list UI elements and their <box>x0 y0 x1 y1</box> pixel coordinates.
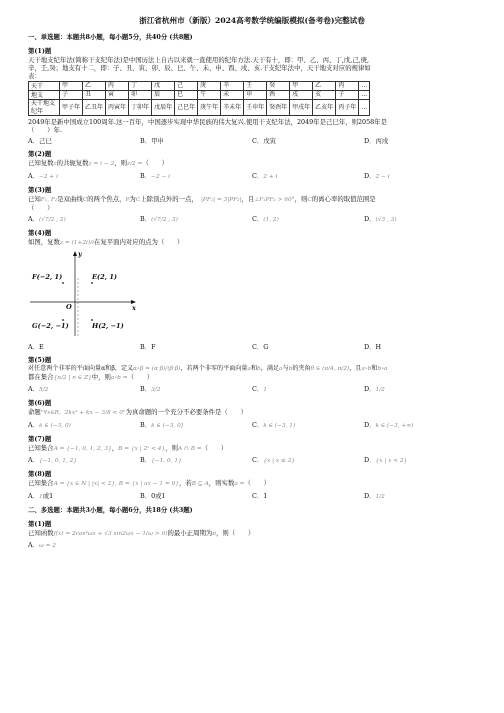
ganzhi-table <box>28 81 370 116</box>
option-label: C． <box>252 171 264 180</box>
table-cell: 亥 <box>313 91 336 100</box>
question-6 <box>28 399 476 429</box>
text: 的两个焦点， <box>87 194 126 203</box>
option-b[interactable]: B．0或1 <box>140 491 166 500</box>
table-cell: 丙寅年 <box>106 100 129 116</box>
math: α∘β = (α·β)/(β·β) <box>133 365 181 372</box>
text: 是双曲线 <box>57 194 83 203</box>
table-cell: 巳 <box>175 91 198 100</box>
question-text <box>28 529 476 538</box>
table-cell: 丙子年 <box>336 100 359 116</box>
option-label: D． <box>364 215 376 224</box>
option-c[interactable] <box>252 172 364 181</box>
math: a∘b = <box>110 374 128 381</box>
question-2 <box>28 150 476 180</box>
question-number: 第(2)题 <box>28 150 52 159</box>
option-c[interactable]: C．G <box>252 342 269 351</box>
math: 3/2 <box>151 387 161 394</box>
option-label: B． <box>140 420 152 429</box>
option-c[interactable] <box>252 215 364 224</box>
option-label: A． <box>28 171 40 180</box>
math: (√7/2 , 3) <box>151 217 178 224</box>
question-text: （ ）年. <box>28 126 62 135</box>
table-cell: … <box>359 91 370 100</box>
math: k ∈ (−3, 1) <box>263 422 296 429</box>
table-row <box>29 82 370 91</box>
question-number: 第(8)题 <box>28 470 52 479</box>
option-d[interactable] <box>364 456 476 465</box>
math: π <box>212 530 217 537</box>
option-label: C． <box>252 456 264 465</box>
math: {n/2 | n ∈ Z} <box>53 374 92 381</box>
question-number: 第(1)题 <box>28 47 52 56</box>
option-b[interactable] <box>140 385 252 394</box>
text: 上除顶点外的一点， <box>140 194 195 203</box>
option-b[interactable] <box>140 421 252 430</box>
option-a[interactable] <box>28 215 140 224</box>
options <box>28 385 476 394</box>
text: ，若 <box>179 479 192 488</box>
table-cell: 戊 <box>152 82 175 91</box>
math: 1 <box>263 387 267 394</box>
math: "∀x∈R，2kx² + kx − 3/8 < 0" <box>40 410 126 417</box>
math: ∠F₁PF₂ > 60° <box>254 196 295 203</box>
table-row <box>29 91 370 100</box>
question-text <box>28 444 476 453</box>
text: ，则 <box>114 159 128 168</box>
option-label: A． <box>28 456 40 465</box>
math: (1, 2) <box>263 217 279 224</box>
text: 和 <box>250 364 258 372</box>
point-h-label: H(2, −1) <box>92 321 124 330</box>
table-cell: 申 <box>244 91 267 100</box>
option-c[interactable]: C．1 <box>252 491 268 500</box>
text: 已知函数 <box>28 528 54 537</box>
math: −2 + i <box>39 173 58 180</box>
option-a[interactable] <box>28 541 140 550</box>
text: 中，则 <box>91 372 111 381</box>
table-cell: 辛 <box>221 82 244 91</box>
question-text: （ ） <box>28 204 54 213</box>
question-5 <box>28 356 476 395</box>
option-label: B． <box>140 171 152 180</box>
text: ，若两个非零的平面向量 <box>180 364 248 372</box>
option-c[interactable] <box>252 421 364 430</box>
table-cell: 丙 <box>106 82 129 91</box>
text: 已知集合 <box>28 443 54 452</box>
math: {−1, 0, 1} <box>151 458 182 465</box>
question-3 <box>28 186 476 224</box>
text: ，则（ ） <box>216 528 255 537</box>
text: （ ） <box>201 443 228 452</box>
math: A ∩ B = <box>177 445 202 452</box>
text: ，则 <box>294 194 308 203</box>
option-b[interactable] <box>140 172 252 181</box>
text: 如图，复数 <box>28 238 60 247</box>
option-b[interactable] <box>140 215 252 224</box>
text: （ ） <box>127 372 154 381</box>
option-a[interactable] <box>28 492 140 501</box>
y-axis-label: y <box>78 249 82 258</box>
option-c[interactable]: C．戊寅 <box>252 137 277 146</box>
text: 命题 <box>28 408 41 417</box>
option-d[interactable] <box>364 385 476 394</box>
table-cell: 甲 <box>60 82 83 91</box>
text: （ ） <box>142 159 169 168</box>
math: (√3 , 3) <box>375 217 397 224</box>
question-4 <box>28 229 476 350</box>
text: （ ） <box>244 479 271 488</box>
option-label: A． <box>28 541 40 549</box>
option-label: A． <box>28 420 40 429</box>
math: 1/2 <box>375 493 385 500</box>
complex-plane-figure <box>28 250 138 340</box>
table-cell: 戊辰年 <box>152 100 175 116</box>
options <box>28 343 476 351</box>
math: 1 <box>39 493 43 500</box>
page-title: 浙江省杭州市（新版）2024高考数学统编版模拟(备考卷)完整试卷 <box>139 16 365 25</box>
option-d[interactable]: D．丙戌 <box>364 137 389 146</box>
math: 2 + i <box>263 173 278 180</box>
option-a[interactable] <box>28 385 140 394</box>
option-b[interactable]: B．甲申 <box>140 137 164 146</box>
option-label: D． <box>364 456 376 465</box>
question-number: 第(4)题 <box>28 229 52 238</box>
table-cell: 丑 <box>83 91 106 100</box>
table-cell: 壬申年 <box>244 100 267 116</box>
table-cell: 己 <box>175 82 198 91</box>
section-heading-single-choice: 一、单选题：本题共8小题，每小题5分，共40分 (共8题) <box>28 33 193 42</box>
table-cell: 庚午年 <box>198 100 221 116</box>
option-label: B． <box>140 456 152 465</box>
option-label: B． <box>140 385 152 394</box>
option-a[interactable] <box>28 172 140 181</box>
question-multi-1 <box>28 520 476 550</box>
math: k ∈ (−3, 0) <box>39 422 71 429</box>
math: b∘a <box>377 365 388 372</box>
math: θ ∈ (π/4, π/2) <box>310 365 350 372</box>
option-b[interactable] <box>140 456 252 465</box>
question-number: 第(6)题 <box>28 399 52 408</box>
table-cell: 丁 <box>129 82 152 91</box>
table-cell: 未 <box>221 91 244 100</box>
math: z = (1+2i)/i <box>59 240 94 247</box>
option-d[interactable] <box>364 492 476 501</box>
table-cell: 子 <box>336 91 359 100</box>
option-d[interactable] <box>364 215 476 224</box>
math: a <box>247 365 251 372</box>
table-cell: 乙 <box>313 82 336 91</box>
math: F₁, F₂ <box>40 196 58 203</box>
question-text <box>28 373 476 382</box>
table-cell: 癸 <box>267 82 290 91</box>
table-cell: 子 <box>60 91 83 100</box>
text: 已知 <box>28 194 41 203</box>
question-8 <box>28 470 476 500</box>
math: C <box>82 196 88 203</box>
option-label: C． <box>252 385 264 394</box>
question-number: 第(3)题 <box>28 185 52 194</box>
text: 都在集合 <box>28 372 54 381</box>
question-number: 第(7)题 <box>28 434 52 443</box>
math: a <box>279 365 283 372</box>
options <box>28 137 476 145</box>
text: 在复平面内对应的点为（ ） <box>93 238 184 247</box>
table-cell: 癸酉年 <box>267 100 290 116</box>
option-label: D． <box>364 420 376 429</box>
math: B = {x | 2ˣ < 4} <box>118 445 166 452</box>
text: 或1 <box>42 491 54 500</box>
table-row <box>29 100 370 116</box>
origin-label: O <box>66 302 72 311</box>
math: (ω > 0) <box>146 530 168 537</box>
math: b <box>288 365 293 372</box>
math: |PF₁| = 3|PF₂| <box>200 196 242 203</box>
table-cell: 己巳年 <box>175 100 198 116</box>
text: 和 <box>371 364 378 372</box>
math: z = i − 2 <box>88 161 115 168</box>
math: 1/2 <box>375 387 385 394</box>
math: 2 − i <box>375 173 390 180</box>
option-a[interactable]: A．E <box>28 342 44 351</box>
text: 的夹角 <box>292 364 311 372</box>
text: 的共轭复数 <box>56 159 89 168</box>
math: −2 − i <box>151 173 171 180</box>
question-text <box>28 365 476 373</box>
table-cell: 庚 <box>198 82 221 91</box>
table-cell: 壬 <box>244 82 267 91</box>
question-text: 辛，壬,癸；地支有十二，即：子、丑、寅、卯、辰、巳、午、未、申、酉、戌、亥.干支纪年法中，天干地支对应的规律如 <box>28 64 371 73</box>
option-label: A． <box>28 385 40 394</box>
x-axis-label: x <box>132 303 136 312</box>
point-g-label: G(−2, −1) <box>32 321 69 330</box>
question-text <box>28 238 476 247</box>
text: 为真命题的一个充分不必要条件是（ ） <box>125 408 247 417</box>
question-1 <box>28 47 476 145</box>
options <box>28 215 476 224</box>
text: ， <box>111 443 119 452</box>
options <box>28 421 476 430</box>
option-d[interactable] <box>364 421 476 430</box>
table-cell: 甲 <box>290 82 313 91</box>
section-heading-multi-choice: 二、多选题：本题共3小题，每小题6分，共18分 (共3题) <box>28 505 193 514</box>
option-a[interactable]: A．己巳 <box>28 137 52 146</box>
option-d[interactable]: D．H <box>364 342 382 351</box>
math: B ⊆ A <box>191 481 209 488</box>
table-cell: 天干 <box>29 82 60 91</box>
question-text: 天干地支纪年法(简称干支纪年法)是中国历法上自古以来就一直使用的纪年方法.天干有十，即：甲、乙、丙、丁,戊,己,庚, <box>28 56 370 65</box>
option-b[interactable]: B．F <box>140 342 156 351</box>
table-cell: … <box>359 82 370 91</box>
math: P <box>125 196 130 203</box>
math: a∘b <box>361 365 372 372</box>
text: 为 <box>129 194 136 203</box>
question-7 <box>28 435 476 465</box>
math: C <box>307 196 312 203</box>
question-text: 2049年是新中国成立100周年.这一百年，中国逐步实现中华民族的伟大复兴.使用干支纪年法，2049年是己巳年，则2058年是 <box>28 118 388 127</box>
table-cell: 午 <box>198 91 221 100</box>
table-cell: 寅 <box>106 91 129 100</box>
math: k ∈ (−3, 0] <box>151 422 184 429</box>
text: 与 <box>282 364 289 372</box>
question-text <box>28 159 476 168</box>
text: ，且 <box>349 364 362 372</box>
table-cell: 地支 <box>29 91 60 100</box>
table-cell: 丙 <box>336 82 359 91</box>
option-label: A． <box>28 491 40 500</box>
math: z <box>53 161 57 168</box>
option-label: D． <box>364 171 376 180</box>
table-cell: 甲子年 <box>60 100 83 116</box>
table-cell: 乙亥年 <box>313 100 336 116</box>
math: {−1, 0, 1, 2} <box>39 458 78 465</box>
point-f-label: F(−2, 1) <box>32 272 63 281</box>
text: ，则实数 <box>208 479 235 488</box>
options <box>28 456 476 465</box>
text: ，满足 <box>260 364 280 372</box>
option-c[interactable] <box>252 385 364 394</box>
math: C <box>135 196 141 203</box>
table-cell: … <box>359 100 370 116</box>
options <box>28 541 476 550</box>
option-label: D． <box>364 385 376 394</box>
math: {x | x ≤ 2} <box>263 458 296 465</box>
text: 的离心率的取值范围是 <box>311 194 376 203</box>
math: {x | x < 2} <box>375 458 408 465</box>
option-label: D． <box>364 491 376 500</box>
table-cell: 卯 <box>129 91 152 100</box>
text: 已知集合 <box>28 479 54 488</box>
question-number: 第(1)题 <box>28 519 52 528</box>
option-c[interactable] <box>252 456 364 465</box>
math: ω = 2 <box>39 543 56 549</box>
math: 5/2 <box>39 387 49 394</box>
options <box>28 492 476 501</box>
text: ，则 <box>165 443 178 452</box>
table-cell: 酉 <box>267 91 290 100</box>
option-d[interactable] <box>364 172 476 181</box>
question-text <box>28 408 476 417</box>
table-cell: 乙 <box>83 82 106 91</box>
table-cell: 甲戌年 <box>290 100 313 116</box>
math: A = {−1, 0, 1, 2, 3} <box>53 445 112 452</box>
option-label: A． <box>28 215 40 224</box>
text: 已知复数 <box>28 159 54 168</box>
math: a = <box>234 481 245 488</box>
question-text <box>28 195 476 204</box>
table-cell: 丁卯年 <box>129 100 152 116</box>
text: ，且 <box>241 194 255 203</box>
table-cell: 辰 <box>152 91 175 100</box>
question-text <box>28 479 476 488</box>
question-text: 表： <box>28 72 41 81</box>
table-cell: 戌 <box>290 91 313 100</box>
math: (√7/2 , 2) <box>39 217 66 224</box>
math: A = {x ∈ N | |x| < 2}, B = {x | ax − 1 = 0} <box>53 481 179 488</box>
options <box>28 172 476 181</box>
math: k ∈ (−3, +∞) <box>375 422 414 429</box>
question-number: 第(5)题 <box>28 355 52 364</box>
text: 的最小正周期为 <box>167 528 213 537</box>
table-cell: 乙丑年 <box>83 100 106 116</box>
math: b <box>257 365 261 372</box>
option-a[interactable] <box>28 421 140 430</box>
option-label: C． <box>252 420 264 429</box>
math: z/2 = <box>127 161 143 168</box>
option-label: C． <box>252 215 264 224</box>
table-cell: 辛未年 <box>221 100 244 116</box>
text: 对任意两个非零的平面向量α和β，定义 <box>28 364 134 372</box>
point-e-label: E(2, 1) <box>92 272 118 281</box>
math: f(x) = 2cos²ωx + √3 sin2ωx − 1 <box>53 530 147 537</box>
option-a[interactable] <box>28 456 140 465</box>
option-label: B． <box>140 215 152 224</box>
table-cell: 天干地支纪年 <box>29 100 60 116</box>
